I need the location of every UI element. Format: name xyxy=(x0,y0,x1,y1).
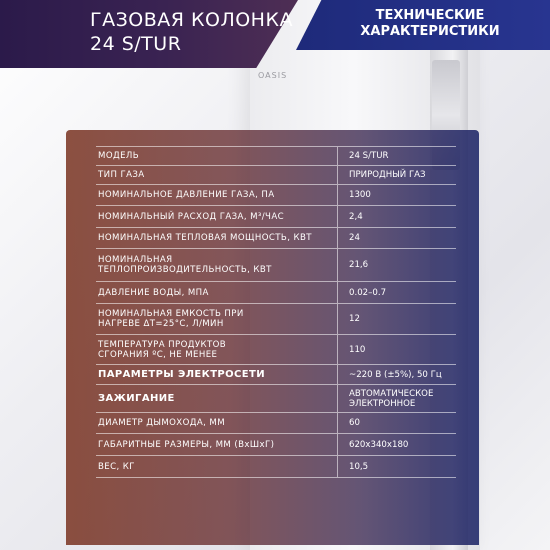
spec-row xyxy=(96,249,456,282)
spec-name: ПАРАМЕТРЫ ЭЛЕКТРОСЕТИ xyxy=(98,368,266,380)
title-product-type: ГАЗОВАЯ КОЛОНКА xyxy=(90,9,293,31)
spec-name: ЗАЖИГАНИЕ xyxy=(98,392,175,404)
specs-table xyxy=(96,146,456,478)
spec-value: 24 S/TUR xyxy=(349,151,389,161)
section-title-line-1: ТЕХНИЧЕСКИЕ xyxy=(375,8,485,23)
spec-name: НОМИНАЛЬНАЯ ЕМКОСТЬ ПРИ НАГРЕВЕ ΔТ=25°С, Л/МИН xyxy=(98,309,244,329)
spec-row xyxy=(96,413,456,434)
spec-name: ТИП ГАЗА xyxy=(98,170,145,180)
spec-row xyxy=(96,228,456,249)
spec-name: ДИАМЕТР ДЫМОХОДА, ММ xyxy=(98,418,226,428)
spec-value: 620x340x180 xyxy=(349,439,409,450)
spec-row xyxy=(96,185,456,206)
spec-value: 10,5 xyxy=(349,461,369,472)
spec-value: 2,4 xyxy=(349,211,363,222)
spec-name: ДАВЛЕНИЕ ВОДЫ, МПА xyxy=(98,287,209,298)
spec-name: ВЕС, КГ xyxy=(98,461,135,472)
spec-value: ПРИРОДНЫЙ ГАЗ xyxy=(349,170,426,180)
spec-row xyxy=(96,385,456,413)
spec-row xyxy=(96,335,456,365)
spec-row xyxy=(96,166,456,185)
spec-name: НОМИНАЛЬНОЕ ДАВЛЕНИЕ ГАЗА, ПА xyxy=(98,190,275,200)
spec-name: НОМИНАЛЬНЫЙ РАСХОД ГАЗА, М³/ЧАС xyxy=(98,211,285,222)
spec-name: ГАБАРИТНЫЕ РАЗМЕРЫ, ММ (ВхШхГ) xyxy=(98,439,275,450)
title-model: 24 S/TUR xyxy=(90,33,182,55)
section-title-line-2: ХАРАКТЕРИСТИКИ xyxy=(360,24,500,39)
spec-row xyxy=(96,456,456,478)
page-title xyxy=(90,8,293,56)
spec-value: 0.02–0.7 xyxy=(349,287,387,298)
brand-logo: OASIS xyxy=(258,71,288,80)
spec-value: 24 xyxy=(349,233,360,243)
spec-value: АВТОМАТИЧЕСКОЕ ЭЛЕКТРОННОЕ xyxy=(349,388,434,409)
spec-row xyxy=(96,304,456,335)
spec-row xyxy=(96,434,456,456)
spec-row xyxy=(96,282,456,304)
section-title xyxy=(320,8,540,40)
spec-value: 1300 xyxy=(349,190,371,200)
spec-value: 110 xyxy=(349,344,366,355)
spec-row xyxy=(96,146,456,166)
spec-row xyxy=(96,365,456,385)
spec-name: МОДЕЛЬ xyxy=(98,151,140,161)
spec-value: ~220 В (±5%), 50 Гц xyxy=(349,369,442,380)
spec-value: 60 xyxy=(349,418,360,428)
spec-row xyxy=(96,206,456,228)
spec-name: НОМИНАЛЬНАЯ ТЕПЛОВАЯ МОЩНОСТЬ, КВТ xyxy=(98,233,312,243)
spec-name: ТЕМПЕРАТУРА ПРОДУКТОВ СГОРАНИЯ ºС, НЕ МЕНЕЕ xyxy=(98,339,227,360)
spec-value: 12 xyxy=(349,314,360,324)
specs-panel xyxy=(66,130,479,545)
spec-name: НОМИНАЛЬНАЯ ТЕПЛОПРОИЗВОДИТЕЛЬНОСТЬ, КВТ xyxy=(98,255,272,275)
spec-value: 21,6 xyxy=(349,260,369,270)
